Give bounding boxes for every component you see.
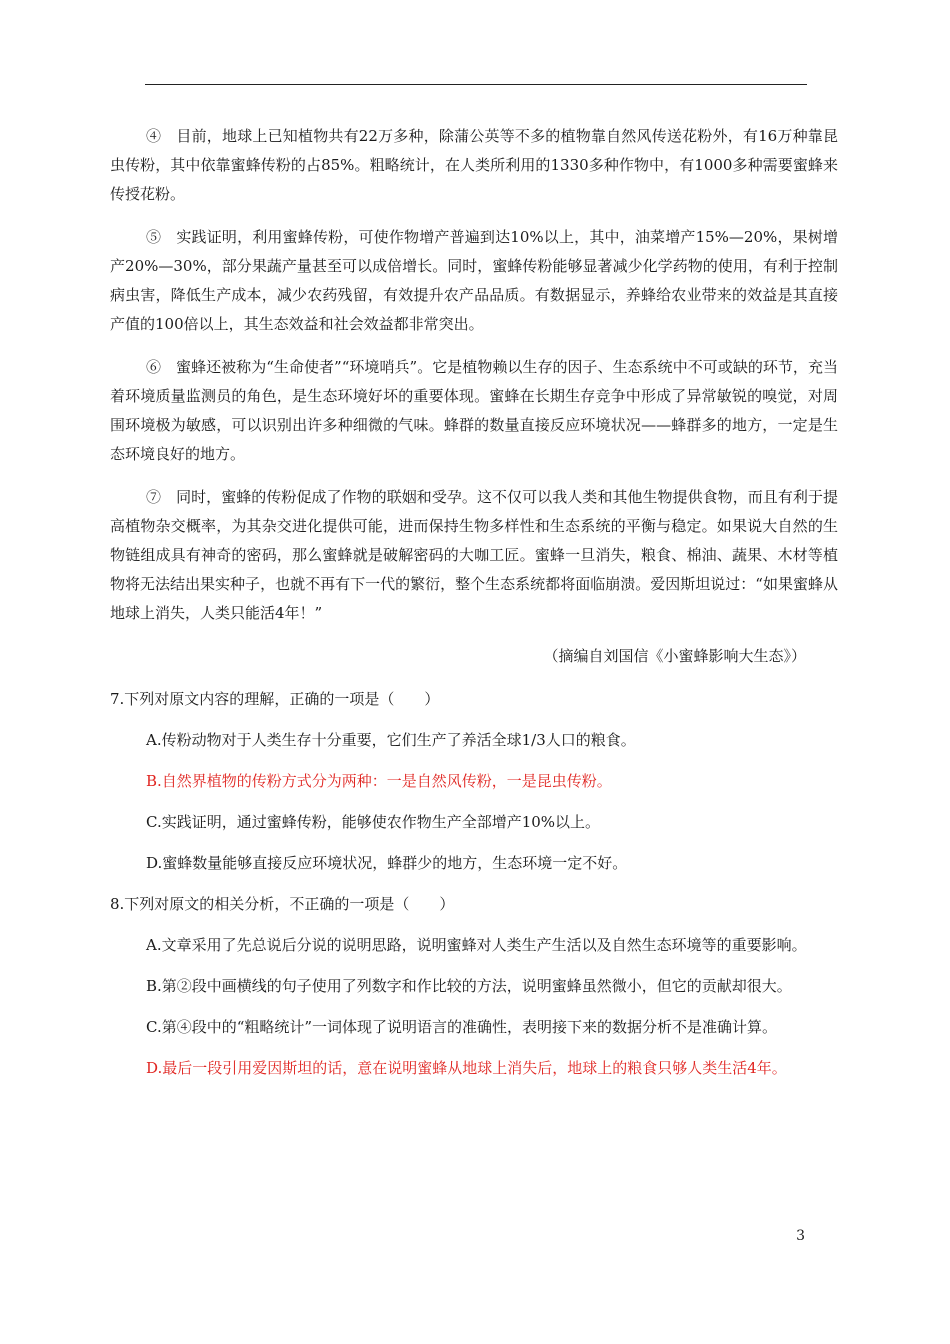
header-rule (145, 84, 807, 85)
document-body (110, 122, 838, 1095)
question-7-option-a: A.传粉动物对于人类生存十分重要，它们生产了养活全球1/3人口的粮食。 (146, 731, 636, 749)
paragraph-5: ⑤ 实践证明，利用蜜蜂传粉，可使作物增产普遍到达10%以上，其中，油菜增产15%—20%，果树增产20%—30%，部分果蔬产量甚至可以成倍增长。同时，蜜蜂传粉能够显著减少化学药物的使用，有利于控制病虫害，降低生产成本，减少农药残留，有效提升农产品品质。有数据显示，养蜂给农业带来的效益是其直接产值的100倍以上，其生态效益和社会效益都非常突出。 (110, 228, 838, 333)
question-8-stem: 8.下列对原文的相关分析，不正确的一项是（ ） (110, 895, 455, 913)
question-7-stem: 7.下列对原文内容的理解，正确的一项是（ ） (110, 690, 440, 708)
source-citation: （摘编自刘国信《小蜜蜂影响大生态》） (543, 647, 806, 665)
question-8-option-d: D.最后一段引用爱因斯坦的话，意在说明蜜蜂从地球上消失后，地球上的粮食只够人类生活4年。 (146, 1059, 787, 1077)
question-8-option-b: B.第②段中画横线的句子使用了列数字和作比较的方法，说明蜜蜂虽然微小，但它的贡献却很大。 (146, 977, 792, 995)
question-7-option-b: B.自然界植物的传粉方式分为两种：一是自然风传粉，一是昆虫传粉。 (146, 772, 612, 790)
question-8-option-c: C.第④段中的“粗略统计”一词体现了说明语言的准确性，表明接下来的数据分析不是准确计算。 (146, 1018, 778, 1036)
paragraph-7: ⑦ 同时，蜜蜂的传粉促成了作物的联姻和受孕。这不仅可以我人类和其他生物提供食物，而且有利于提高植物杂交概率，为其杂交进化提供可能，进而保持生物多样性和生态系统的平衡与稳定。如果说大自然的生物链组成具有神奇的密码，那么蜜蜂就是破解密码的大咖工匠。蜜蜂一旦消失，粮食、棉油、蔬果、木材等植物将无法结出果实种子，也就不再有下一代的繁衍，整个生态系统都将面临崩溃。爱因斯坦说过：“如果蜜蜂从地球上消失，人类只能活4年！” (110, 488, 838, 622)
question-8-option-a: A.文章采用了先总说后分说的说明思路，说明蜜蜂对人类生产生活以及自然生态环境等的重要影响。 (146, 936, 807, 954)
question-7-option-c: C.实践证明，通过蜜蜂传粉，能够使农作物生产全部增产10%以上。 (146, 813, 601, 831)
paragraph-4: ④ 目前，地球上已知植物共有22万多种，除蒲公英等不多的植物靠自然风传送花粉外，有16万种靠昆虫传粉，其中依靠蜜蜂传粉的占85%。粗略统计，在人类所利用的1330多种作物中，有1000多种需要蜜蜂来传授花粉。 (110, 127, 838, 203)
question-7-option-d: D.蜜蜂数量能够直接反应环境状况，蜂群少的地方，生态环境一定不好。 (146, 854, 628, 872)
paragraph-6: ⑥ 蜜蜂还被称为“生命使者”“环境哨兵”。它是植物赖以生存的因子、生态系统中不可或缺的环节，充当着环境质量监测员的角色，是生态环境好坏的重要体现。蜜蜂在长期生存竞争中形成了异常敏锐的嗅觉，对周围环境极为敏感，可以识别出许多种细微的气味。蜂群的数量直接反应环境状况——蜂群多的地方，一定是生态环境良好的地方。 (110, 358, 838, 463)
page-number: 3 (796, 1228, 805, 1244)
